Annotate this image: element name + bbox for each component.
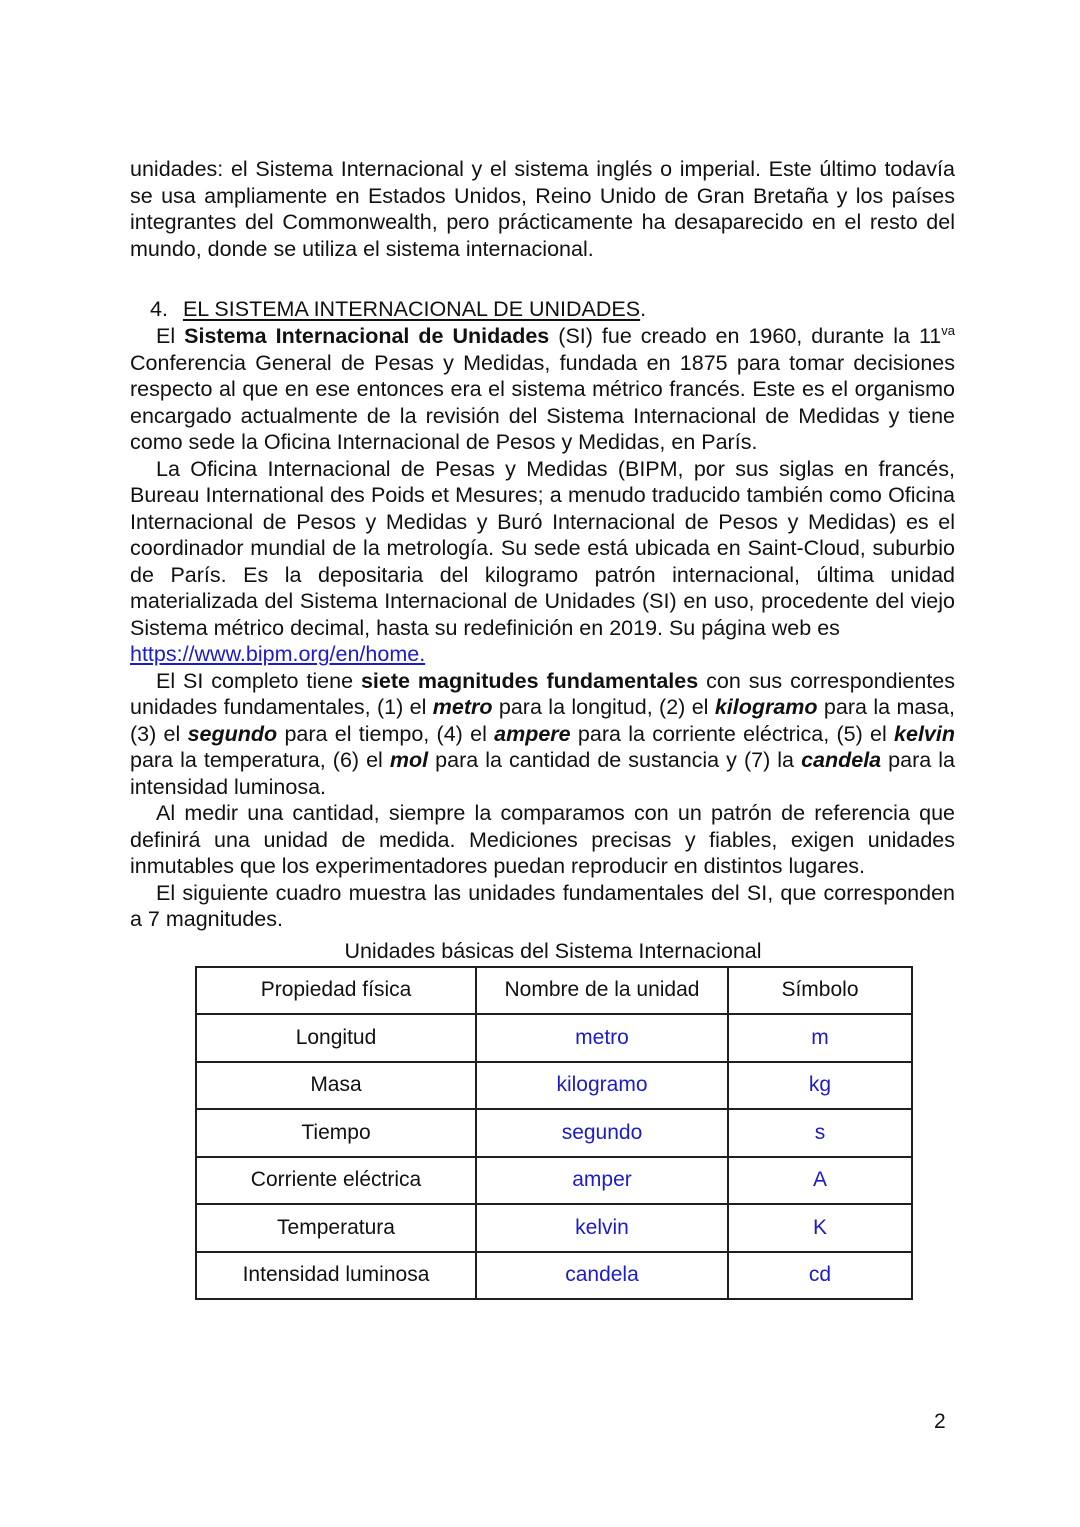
text-run: kilogramo <box>714 695 818 719</box>
section-heading <box>130 296 955 323</box>
paragraph-table-intro <box>130 880 955 933</box>
cell-unit: amper <box>476 1157 728 1205</box>
text-run: candela <box>801 748 882 772</box>
text-run: segundo <box>187 721 278 746</box>
table-header-row <box>196 967 912 1015</box>
text-run: Conferencia General de Pesas y Medidas, fundada en 1875 para tomar decisiones respecto al que en ese entonces era el sistema métrico francés. Este es el organismo encargado actualmente de la revisión del Sistema Internacional de Medidas y tiene como sede la Oficina Internacional de Pesos y Medidas, en París. <box>130 350 955 454</box>
cell-symbol: kg <box>728 1062 912 1110</box>
section-title: EL SISTEMA INTERNACIONAL DE UNIDADES <box>182 297 641 321</box>
table-row <box>196 1252 912 1300</box>
text-run: El siguiente cuadro muestra las unidades fundamentales del SI, que corresponden a 7 magnitudes. <box>130 880 955 931</box>
text-run: unidades: el Sistema Internacional y el sistema inglés o imperial. Este último todavía se usa ampliamente en Estados Unidos, Reino Unido de Gran Bretaña y los países integrantes del Commonwealth, pero prácticamente ha desaparecido en el resto del mundo, donde se utiliza el sistema internacional. <box>130 157 955 261</box>
section-number: 4. <box>150 297 168 321</box>
text-run: para la intensidad luminosa. <box>130 748 955 799</box>
text-run: para la cantidad de sustancia y (7) la <box>428 748 802 772</box>
bipm-home-link[interactable]: https://www.bipm.org/en/home. <box>130 642 426 666</box>
table-row <box>196 1204 912 1252</box>
text-run: (SI) fue creado en 1960, durante la 11 <box>549 324 942 348</box>
text-run: va <box>941 322 955 338</box>
text-run: con sus correspondientes unidades fundamentales, (1) el <box>130 668 956 719</box>
text-run: Sistema Internacional de Unidades <box>184 324 550 348</box>
table-row <box>196 1062 912 1110</box>
si-units-table <box>195 966 913 1301</box>
table-title: Unidades básicas del Sistema Internacional <box>344 938 762 963</box>
table-row <box>196 1109 912 1157</box>
section-title-period: . <box>640 297 647 321</box>
text-run: La Oficina Internacional de Pesas y Medidas (BIPM, por sus siglas en francés, Bureau International des Poids et Mesures; a menudo traducido también como Oficina Internacional de Pesos y Medidas y Buró Internacional de Pesos y Medidas) es el coordinador mundial de la metrología. Su sede está ubicada en Saint-Cloud, suburbio de París. Es la depositaria del kilogramo patrón internacional, última unidad materializada del Sistema Internacional de Unidades (SI) en uso, procedente del viejo Sistema métrico decimal, hasta su redefinición en 2019. Su página web es <box>130 456 955 640</box>
cell-unit: segundo <box>476 1109 728 1157</box>
table-header-property: Propiedad física <box>196 967 476 1015</box>
table-row <box>196 1014 912 1062</box>
table-row <box>196 1157 912 1205</box>
text-run: para la masa, (3) el <box>130 695 955 746</box>
paragraph-bipm <box>130 456 955 668</box>
cell-symbol: K <box>728 1204 912 1252</box>
text-run: para la corriente eléctrica, (5) el <box>570 721 895 746</box>
text-run: mol <box>389 748 429 772</box>
cell-property: Corriente eléctrica <box>196 1157 476 1205</box>
page-content <box>130 0 955 1300</box>
text-run: ampere <box>494 721 571 746</box>
text-run: para la temperatura, (6) el <box>130 748 390 772</box>
cell-symbol: s <box>728 1109 912 1157</box>
text-run: El <box>156 324 185 348</box>
text-run: kelvin <box>894 721 955 746</box>
cell-property: Temperatura <box>196 1204 476 1252</box>
paragraph-measurement <box>130 800 955 880</box>
cell-unit: metro <box>476 1014 728 1062</box>
cell-property: Intensidad luminosa <box>196 1252 476 1300</box>
cell-unit: kelvin <box>476 1204 728 1252</box>
page-number: 2 <box>934 1410 946 1433</box>
paragraph-seven-magnitudes <box>130 668 955 801</box>
text-run: metro <box>432 695 493 719</box>
text-run: siete magnitudes fundamentales <box>360 668 699 693</box>
text-run: para la longitud, (2) el <box>492 695 715 719</box>
paragraph-si-creation <box>130 323 955 456</box>
cell-symbol: cd <box>728 1252 912 1300</box>
cell-unit: kilogramo <box>476 1062 728 1110</box>
table-header-unit-name: Nombre de la unidad <box>476 967 728 1015</box>
cell-symbol: m <box>728 1014 912 1062</box>
cell-symbol: A <box>728 1157 912 1205</box>
text-run: Al medir una cantidad, siempre la comparamos con un patrón de referencia que definirá una unidad de medida. Mediciones precisas y fiables, exigen unidades inmutables que los experimentadores puedan reproducir en distintos lugares. <box>130 801 955 878</box>
cell-property: Longitud <box>196 1014 476 1062</box>
cell-unit: candela <box>476 1252 728 1300</box>
text-run: El SI completo tiene <box>156 668 361 693</box>
text-run: para el tiempo, (4) el <box>277 721 495 746</box>
cell-property: Tiempo <box>196 1109 476 1157</box>
table-header-symbol: Símbolo <box>728 967 912 1015</box>
cell-property: Masa <box>196 1062 476 1110</box>
intro-paragraph <box>130 156 955 262</box>
